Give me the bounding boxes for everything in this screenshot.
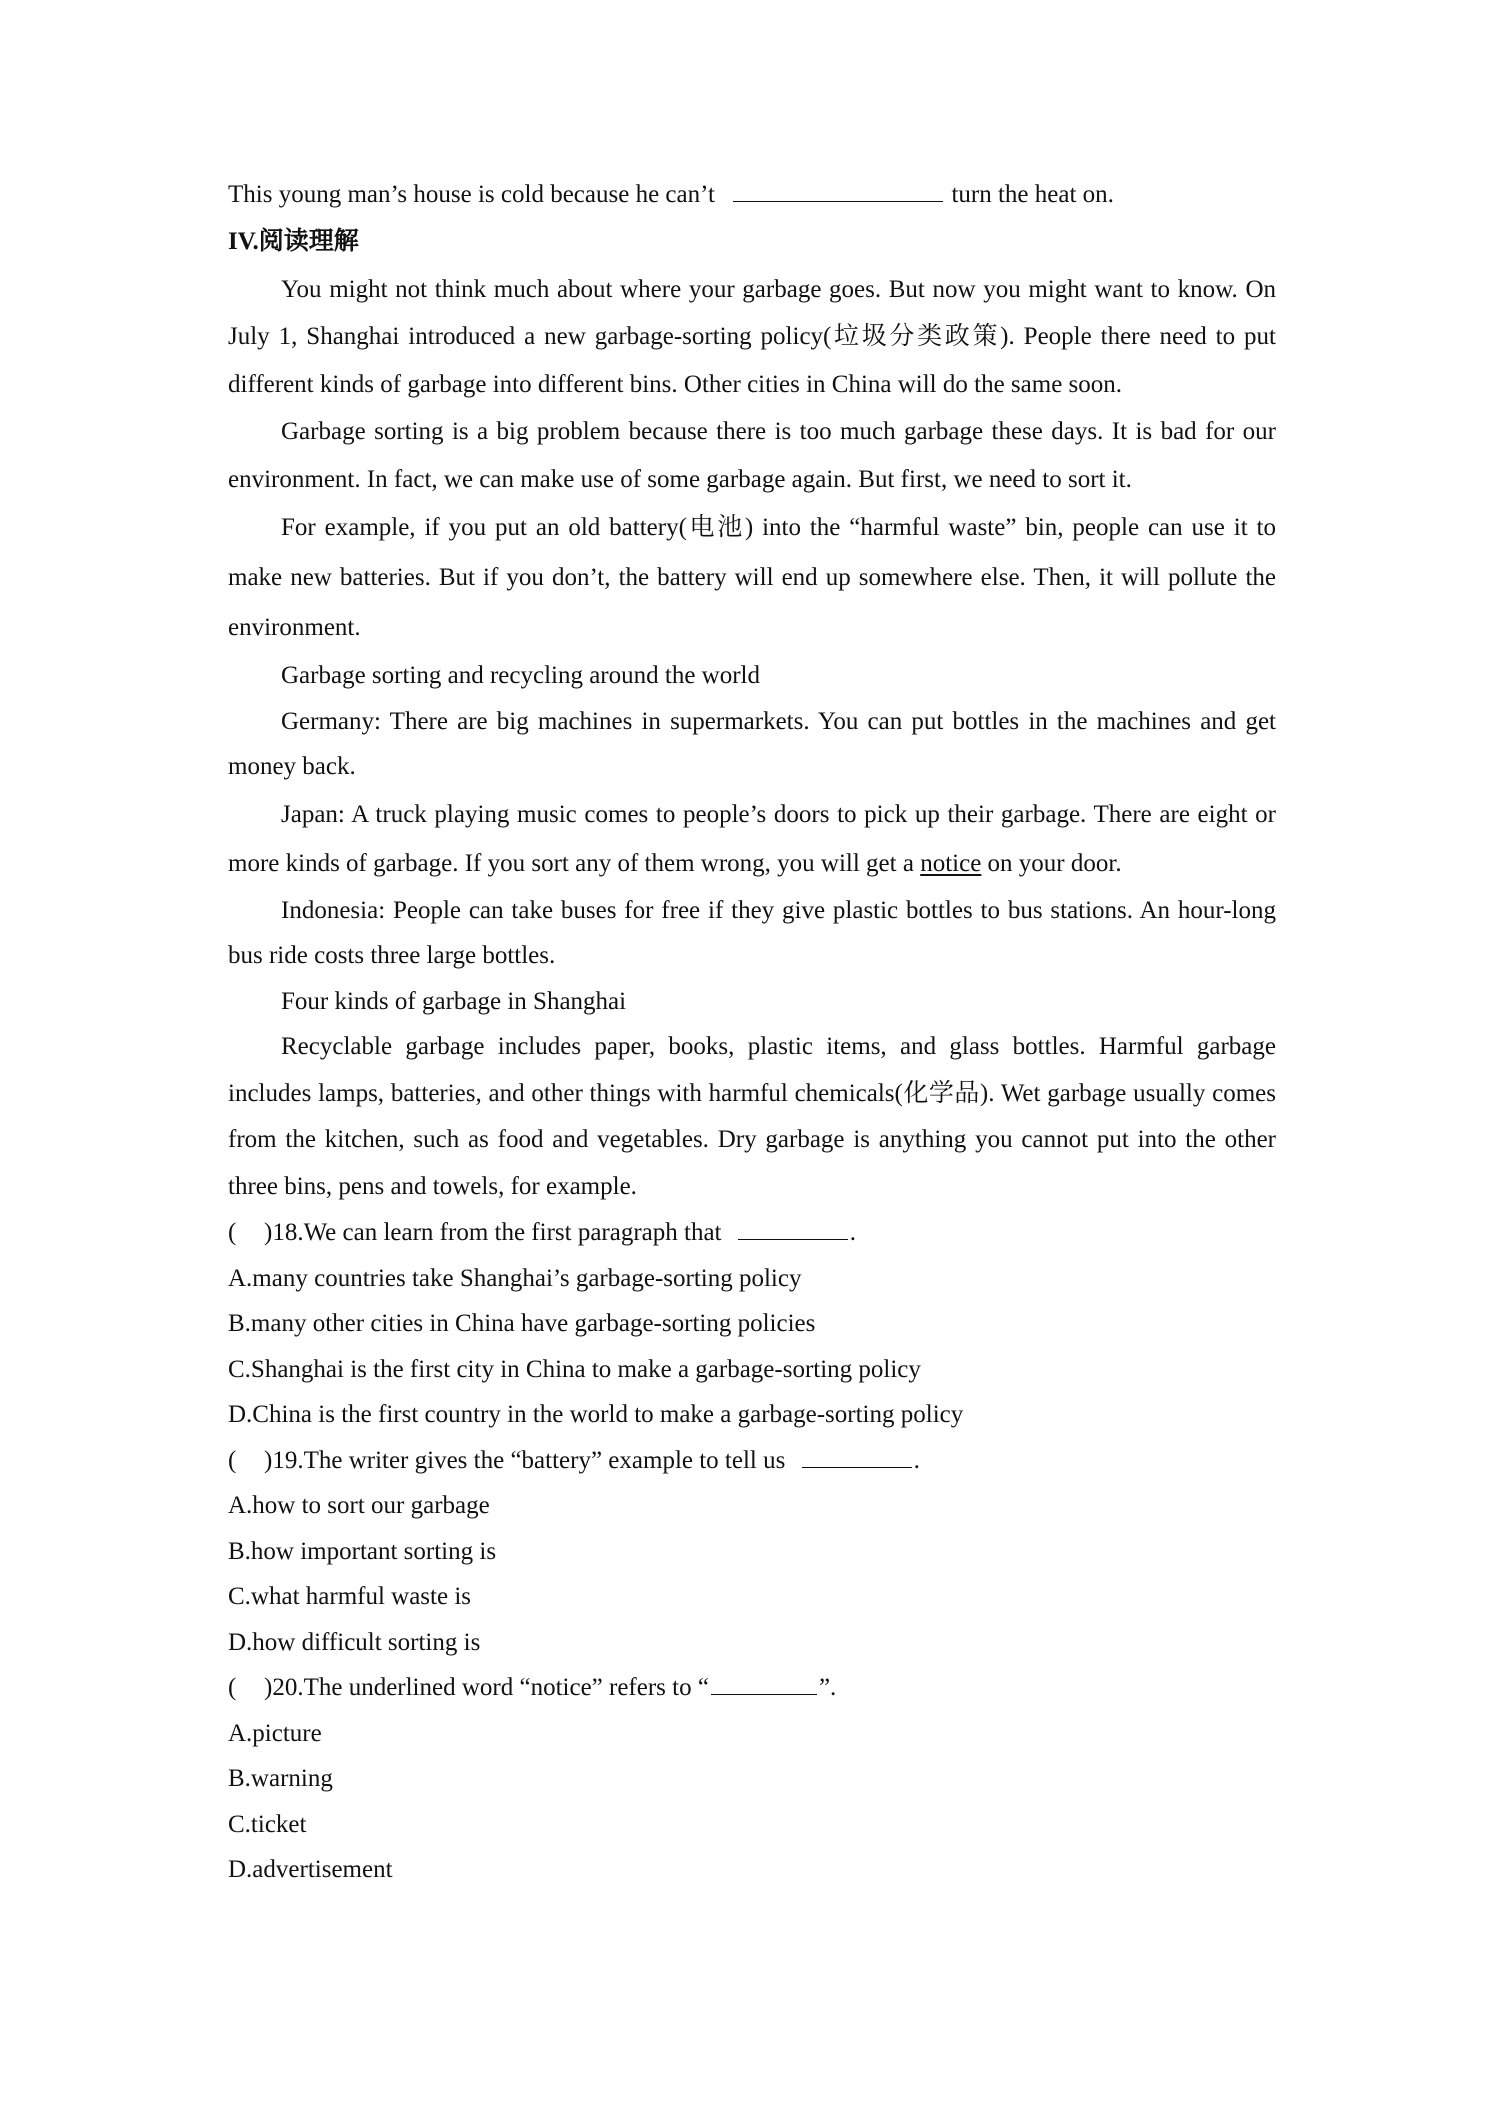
option-d[interactable]: D.how difficult sorting is	[228, 1628, 481, 1656]
japan-text-end: on your door.	[987, 849, 1122, 877]
option-b[interactable]: B.many other cities in China have garbage-sorting policies	[228, 1310, 816, 1337]
question-20	[228, 1665, 1276, 1711]
question-blank	[802, 1440, 912, 1468]
option-a[interactable]: A.picture	[228, 1719, 322, 1747]
japan-text: Japan: A truck playing music comes to people’s doors to pick up their garbage. There are eight or more kinds of garbage. If you sort any of them wrong, you will get a	[228, 800, 1276, 877]
passage-paragraph-1: You might not think much about where your garbage goes. But now you might want to know. On July 1, Shanghai introduced a new garbage-sorting policy(垃圾分类政策). People there need to put different kinds of garbage into different bins. Other cities in China will do the same soon.	[228, 275, 1276, 398]
option-c[interactable]: C.what harmful waste is	[228, 1583, 472, 1610]
passage-japan	[228, 790, 1276, 888]
option-d[interactable]: D.China is the first country in the world to make a garbage-sorting policy	[228, 1401, 964, 1428]
option-c[interactable]: C.Shanghai is the first city in China to make a garbage-sorting policy	[228, 1355, 921, 1383]
option-b[interactable]: B.how important sorting is	[228, 1537, 497, 1565]
sentence-start: This young man’s house is cold because he can’t	[228, 181, 715, 208]
question-stem-end: .	[913, 1446, 920, 1474]
worksheet-page	[228, 172, 1276, 1893]
passage-paragraph-3: For example, if you put an old battery(电池) into the “harmful waste” bin, people can use it to make new batteries. But if you don’t, the battery will end up somewhere else. Then, it will pollute the environment.	[228, 514, 1276, 641]
option-b[interactable]: B.warning	[228, 1765, 333, 1792]
fill-in-sentence	[228, 172, 1276, 218]
passage-indonesia: Indonesia: People can take buses for free if they give plastic bottles to bus stations. An hour-long bus ride costs three large bottles.	[228, 896, 1276, 969]
question-stem: )19.The writer gives the “battery” example to tell us	[264, 1446, 786, 1474]
passage-shanghai: Recyclable garbage includes paper, books, plastic items, and glass bottles. Harmful garbage includes lamps, batteries, and other things with harmful chemicals(化学品). Wet garbage usually comes from the kitchen, such as food and vegetables. Dry garbage is anything you cannot put into the other three bins, pens and towels, for example.	[228, 1033, 1276, 1200]
underlined-word-notice: notice	[920, 849, 982, 877]
question-stem-end: .	[849, 1219, 857, 1246]
option-a[interactable]: A.many countries take Shanghai’s garbage-sorting policy	[228, 1264, 802, 1292]
passage-subtitle-shanghai: Four kinds of garbage in Shanghai	[281, 987, 627, 1015]
section-heading: IV.阅读理解	[228, 227, 359, 255]
option-a[interactable]: A.how to sort our garbage	[228, 1492, 490, 1519]
question-stem: )18.We can learn from the first paragraph that	[264, 1219, 722, 1246]
question-19	[228, 1438, 1276, 1484]
passage-subtitle-world: Garbage sorting and recycling around the world	[281, 662, 761, 689]
passage-germany: Germany: There are big machines in supermarkets. You can put bottles in the machines and get money back.	[228, 707, 1276, 780]
sentence-end: turn the heat on.	[951, 181, 1114, 208]
answer-blank[interactable]	[733, 174, 943, 202]
answer-paren[interactable]: (	[228, 1219, 237, 1246]
option-c[interactable]: C.ticket	[228, 1810, 307, 1838]
question-blank	[738, 1212, 848, 1240]
answer-paren[interactable]: (	[228, 1674, 237, 1701]
question-blank	[711, 1667, 817, 1695]
option-d[interactable]: D.advertisement	[228, 1856, 393, 1883]
passage-paragraph-2: Garbage sorting is a big problem because there is too much garbage these days. It is bad for our environment. In fact, we can make use of some garbage again. But first, we need to sort it.	[228, 418, 1276, 493]
question-stem-end: ”.	[818, 1674, 837, 1701]
question-18	[228, 1210, 1276, 1256]
answer-paren[interactable]: (	[228, 1446, 237, 1474]
question-stem: )20.The underlined word “notice” refers to “	[264, 1674, 709, 1701]
